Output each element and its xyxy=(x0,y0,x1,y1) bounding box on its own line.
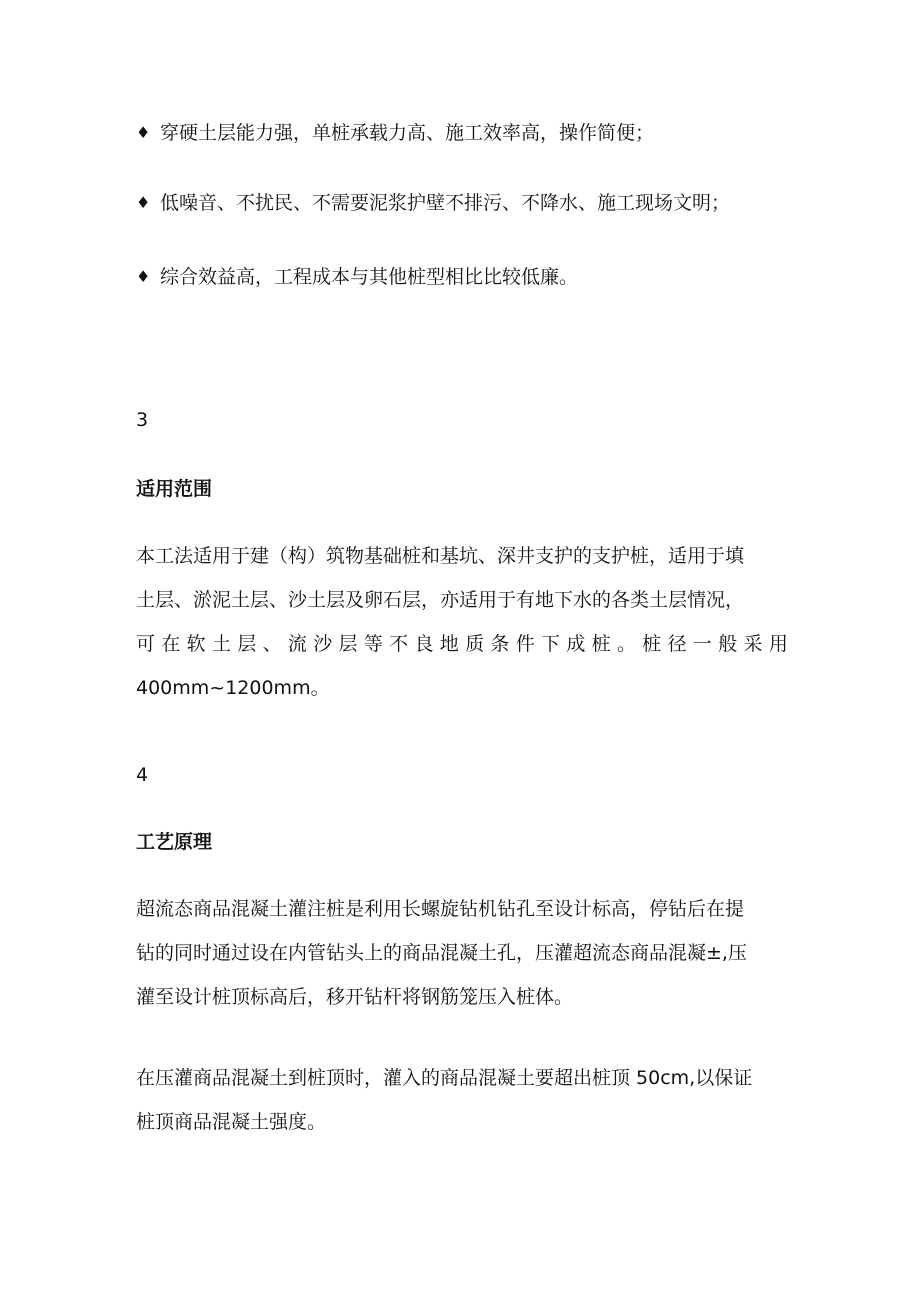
justified-char: 一 xyxy=(692,633,712,655)
justified-char: 良 xyxy=(414,633,434,655)
justified-char: 质 xyxy=(465,633,485,655)
justified-char: 桩 xyxy=(591,633,611,655)
justified-char: 软 xyxy=(186,633,206,655)
paragraph-line: 超流态商品混凝土灌注桩是利用长螺旋钻机钻孔至设计标高，停钻后在提 xyxy=(136,898,745,920)
justified-char: 。 xyxy=(616,633,636,655)
paragraph-line: 土层、淤泥土层、沙土层及卵石层，亦适用于有地下水的各类土层情况， xyxy=(136,589,745,611)
paragraph-line: 本工法适用于建（构）筑物基础桩和基坑、深井支护的支护桩，适用于填 xyxy=(136,545,745,567)
justified-char: 径 xyxy=(667,633,687,655)
justified-char: 条 xyxy=(490,633,510,655)
justified-char: 、 xyxy=(262,633,282,655)
bullet-item xyxy=(136,190,730,216)
justified-char: 等 xyxy=(363,633,383,655)
diamond-bullet-icon: ♦ xyxy=(136,193,151,212)
justified-char: 流 xyxy=(287,633,307,655)
paragraph-line: 钻的同时通过设在内管钻头上的商品混凝土孔，压灌超流态商品混凝±,压 xyxy=(136,942,747,964)
bullet-text: 综合效益高，工程成本与其他桩型相比比较低廉。 xyxy=(160,266,579,288)
section-paragraph xyxy=(136,534,788,710)
paragraph-line: 桩顶商品混凝土强度。 xyxy=(136,1111,327,1133)
section-paragraph xyxy=(136,887,788,1019)
justified-char: 可 xyxy=(136,633,156,655)
justified-char: 桩 xyxy=(642,633,662,655)
justified-char: 不 xyxy=(389,633,409,655)
paragraph-line: 在压灌商品混凝土到桩顶时，灌入的商品混凝土要超出桩顶 50cm,以保证 xyxy=(136,1067,753,1089)
justified-char: 在 xyxy=(161,633,181,655)
section-title: 工艺原理 xyxy=(136,831,213,853)
justified-char: 层 xyxy=(338,633,358,655)
section-number: 3 xyxy=(136,409,149,431)
bullet-item xyxy=(136,120,654,146)
bullet-text: 低噪音、不扰民、不需要泥浆护壁不排污、不降水、施工现场文明； xyxy=(160,192,731,214)
justified-char: 用 xyxy=(768,633,788,655)
justified-char: 沙 xyxy=(313,633,333,655)
paragraph-line-justified xyxy=(136,622,788,666)
justified-char: 下 xyxy=(541,633,561,655)
paragraph-line: 灌至设计桩顶标高后，移开钻杆将钢筋笼压入桩体。 xyxy=(136,986,574,1008)
justified-char: 件 xyxy=(515,633,535,655)
section-number: 4 xyxy=(136,764,149,786)
justified-char: 采 xyxy=(743,633,763,655)
bullet-item xyxy=(136,264,578,290)
bullet-text: 穿硬土层能力强，单桩承载力高、施工效率高，操作简便； xyxy=(160,122,655,144)
diamond-bullet-icon: ♦ xyxy=(136,267,151,286)
justified-char: 地 xyxy=(439,633,459,655)
section-paragraph xyxy=(136,1056,788,1144)
paragraph-line: 400mm~1200mm。 xyxy=(136,677,330,699)
justified-char: 成 xyxy=(566,633,586,655)
justified-char: 般 xyxy=(718,633,738,655)
section-title: 适用范围 xyxy=(136,478,213,500)
diamond-bullet-icon: ♦ xyxy=(136,123,151,142)
justified-char: 土 xyxy=(211,633,231,655)
justified-char: 层 xyxy=(237,633,257,655)
